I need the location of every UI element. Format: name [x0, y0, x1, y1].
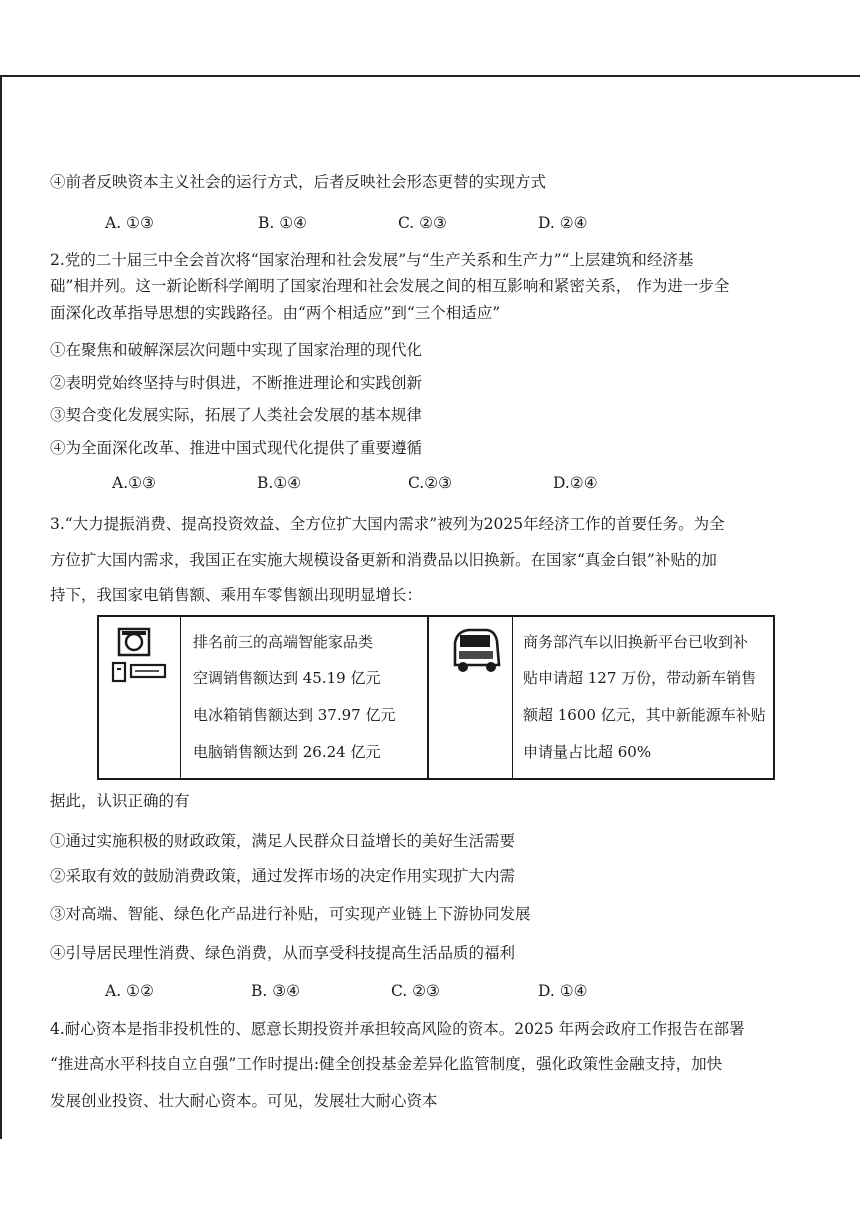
q2-option-2: ②表明党始终坚持与时俱进，不断推进理论和实践创新 [50, 374, 423, 392]
q3-choices [105, 981, 625, 1001]
q2-choice-d: D.②④ [553, 474, 598, 492]
appliance-line-1: 排名前三的高端智能家品类 [193, 633, 374, 651]
q4-stem-line-1: 4.耐心资本是指非投机性的、愿意长期投资并承担较高风险的资本。2025 年两会政府工作报告在部署 [50, 1020, 745, 1038]
q2-stem-line-1: 2.党的二十届三中全会首次将“国家治理和社会发展”与“生产关系和生产力”“上层建筑和经济基 [50, 251, 694, 269]
q1-choice-c: C. ②③ [398, 214, 447, 232]
q1-choices [105, 213, 665, 233]
car-line-3: 额超 1600 亿元，其中新能源车补贴 [523, 706, 766, 724]
car-line-2: 贴申请超 127 万份，带动新车销售 [523, 669, 757, 687]
sales-data-table [97, 615, 775, 780]
car-icon [447, 625, 503, 675]
q1-choice-d: D. ②④ [538, 214, 588, 232]
q2-option-3: ③契合变化发展实际，拓展了人类社会发展的基本规律 [50, 406, 423, 424]
car-trade-in-cell [513, 617, 775, 778]
appliance-sales-cell [181, 617, 429, 778]
q3-stem-line-2: 方位扩大国内需求，我国正在实施大规模设备更新和消费品以旧换新。在国家“真金白银”补贴的加 [50, 551, 717, 569]
q2-choice-c: C.②③ [408, 474, 453, 492]
q2-stem-line-2: 础”相并列。这一新论断科学阐明了国家治理和社会发展之间的相互影响和紧密关系， 作为进一步全 [50, 277, 730, 295]
appliance-line-4: 电脑销售额达到 26.24 亿元 [193, 743, 381, 761]
q3-choice-a: A. ①② [105, 982, 154, 1000]
q1-choice-b: B. ①④ [258, 214, 308, 232]
q2-option-1: ①在聚焦和破解深层次问题中实现了国家治理的现代化 [50, 341, 423, 359]
q3-option-1: ①通过实施积极的财政政策，满足人民群众日益增长的美好生活需要 [50, 832, 516, 850]
q2-choices [112, 473, 632, 493]
q4-stem-line-2: “推进高水平科技自立自强”工作时提出:健全创投基金差异化监管制度，强化政策性金融支持，加快 [50, 1055, 723, 1073]
q3-option-4: ④引导居民理性消费、绿色消费，从而享受科技提高生活品质的福利 [50, 944, 516, 962]
q3-choice-b: B. ③④ [251, 982, 301, 1000]
q3-option-3: ③对高端、智能、绿色化产品进行补贴，可实现产业链上下游协同发展 [50, 905, 531, 923]
car-line-1: 商务部汽车以旧换新平台已收到补 [523, 633, 749, 651]
q2-choice-a: A.①③ [112, 474, 156, 492]
appliance-icon [111, 627, 171, 687]
q3-stem-line-1: 3.“大力提振消费、提高投资效益、全方位扩大国内需求”被列为2025年经济工作的首要任务。为全 [50, 515, 725, 533]
q3-option-2: ②采取有效的鼓励消费政策，通过发挥市场的决定作用实现扩大内需 [50, 867, 516, 885]
appliance-icon-cell [99, 617, 181, 778]
appliance-line-2: 空调销售额达到 45.19 亿元 [193, 669, 381, 687]
car-line-4: 申请量占比超 60% [523, 743, 652, 761]
q1-option-4: ④前者反映资本主义社会的运行方式，后者反映社会形态更替的实现方式 [50, 173, 547, 191]
q2-choice-b: B.①④ [257, 474, 302, 492]
appliance-line-3: 电冰箱销售额达到 37.97 亿元 [193, 706, 396, 724]
q3-choice-c: C. ②③ [391, 982, 440, 1000]
q4-stem-line-3: 发展创业投资、壮大耐心资本。可见，发展壮大耐心资本 [50, 1092, 438, 1110]
q2-stem-line-3: 面深化改革指导思想的实践路径。由“两个相适应”到“三个相适应” [50, 304, 501, 322]
q3-choice-d: D. ①④ [538, 982, 588, 1000]
q1-choice-a: A. ①③ [105, 214, 154, 232]
q3-stem-line-3: 持下，我国家电销售额、乘用车零售额出现明显增长： [50, 586, 423, 604]
q2-option-4: ④为全面深化改革、推进中国式现代化提供了重要遵循 [50, 439, 423, 457]
q3-lead: 据此，认识正确的有 [50, 792, 190, 810]
car-icon-cell [429, 617, 513, 778]
